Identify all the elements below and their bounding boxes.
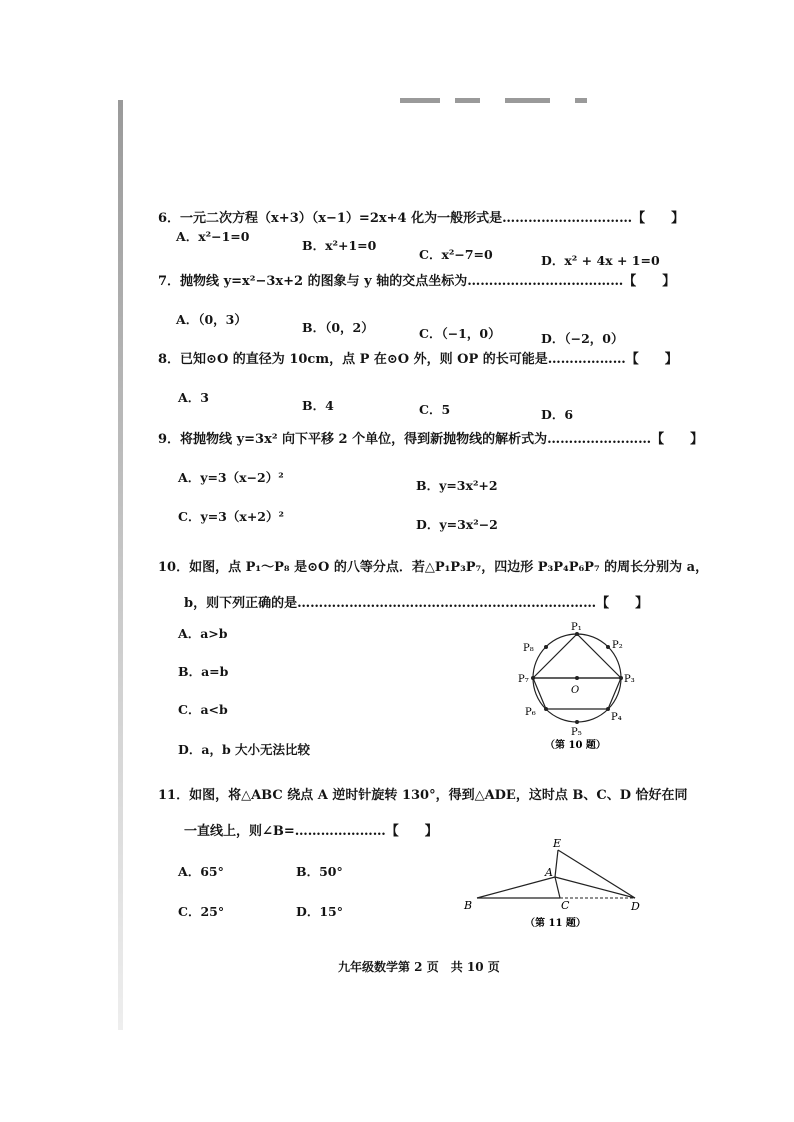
point-p3 [619,676,623,680]
question-11-line1: 11．如图，将△ABC 绕点 A 逆时针旋转 130°，得到△ADE，这时点 B、C、D 恰好在同 [158,788,688,803]
label-p3: P₃ [624,674,635,685]
q11-option-a: A．65° [178,864,224,879]
q11-option-d: D．15° [296,904,343,919]
q7-option-a: A．（0，3） [176,312,247,327]
point-p6 [544,707,548,711]
q6-option-c: C．x²−7=0 [419,247,493,262]
question-8: 8．已知⊙O 的直径为 10cm，点 P 在⊙O 外，则 OP 的长可能是………………【 】 [158,352,678,367]
point-p4 [606,707,610,711]
figure-11-rotation [455,835,655,935]
q7-option-c: C．（−1，0） [419,326,501,341]
label-p5: P₅ [571,727,582,738]
scan-top-marks [400,98,700,104]
point-p8 [544,645,548,649]
label-o: O [571,685,580,696]
label-b: B [464,899,473,912]
q9-option-d: D．y=3x²−2 [416,517,498,532]
triangle-p1p3p7 [533,634,621,678]
q10-option-d: D．a，b 大小无法比较 [178,742,311,757]
label-p4: P₄ [611,712,622,723]
question-10-line2: b，则下列正确的是……………………………………………………………【 】 [184,596,649,611]
q8-option-a: A．3 [178,390,209,405]
label-p1: P₁ [571,622,582,633]
q8-option-b: B．4 [302,398,334,413]
q11-option-b: B．50° [296,864,343,879]
q7-option-d: D．（−2，0） [541,331,624,346]
scan-edge-shadow [118,100,123,1030]
point-p2 [606,645,610,649]
question-9: 9．将抛物线 y=3x² 向下平移 2 个单位，得到新抛物线的解析式为……………………【 】 [158,432,704,447]
q6-option-a: A．x²−1=0 [176,229,250,244]
q11-option-c: C．25° [178,904,225,919]
q6-option-b: B．x²+1=0 [302,238,377,253]
label-p8: P₈ [523,643,534,654]
q10-option-a: A．a>b [178,626,228,641]
q8-option-c: C．5 [419,402,451,417]
point-p7 [531,676,535,680]
label-p2: P₂ [612,640,623,651]
q9-option-b: B．y=3x²+2 [416,478,498,493]
q9-option-a: A．y=3（x−2）² [178,470,284,485]
label-a: A [545,866,553,879]
q10-option-c: C．a<b [178,702,228,717]
segment-ed [558,850,635,898]
q10-option-b: B．a=b [178,664,229,679]
question-11-line2: 一直线上，则∠B=…………………【 】 [184,824,438,839]
point-o [575,676,579,680]
q7-option-b: B．（0，2） [302,320,374,335]
figure-10-caption: （第 10 题） [545,740,606,751]
q6-option-d: D．x² + 4x + 1=0 [541,253,660,268]
page-footer: 九年级数学第 2 页 共 10 页 [338,960,500,974]
segment-ab [477,877,555,898]
label-p7: P₇ [518,674,529,685]
q9-option-c: C．y=3（x+2）² [178,509,284,524]
segment-ad [555,877,635,898]
label-d: D [631,900,640,913]
label-c: C [561,899,570,912]
question-7: 7．抛物线 y=x²−3x+2 的图象与 y 轴的交点坐标为………………………………【 】 [158,274,676,289]
point-p5 [575,720,579,724]
question-10-line1: 10．如图，点 P₁～P₈ 是⊙O 的八等分点．若△P₁P₃P₇，四边形 P₃P₄P₆P₇ 的周长分别为 a， [158,560,709,575]
segment-ae [555,850,558,877]
label-e: E [553,837,562,850]
figure-11-caption: （第 11 题） [525,918,586,929]
question-6: 6．一元二次方程（x+3）（x−1）=2x+4 化为一般形式是…………………………【 】 [158,211,685,226]
q8-option-d: D．6 [541,407,574,422]
figure-10-octagon-circle [515,615,645,755]
segment-ac [555,877,560,898]
label-p6: P₆ [525,707,536,718]
